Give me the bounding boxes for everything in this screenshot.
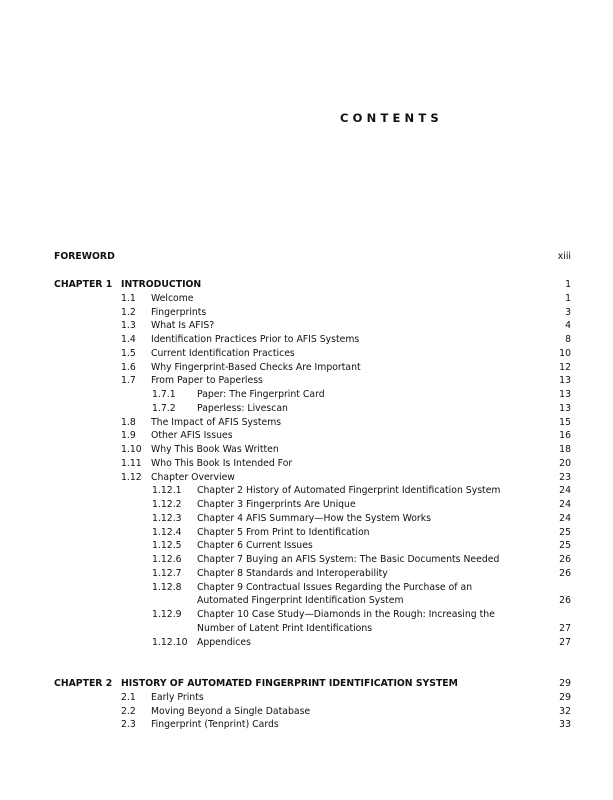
toc-chapter-heading[interactable] [0,278,613,291]
entry-number: 1.7 [121,375,136,387]
entry-number: 2.2 [121,705,136,717]
entry-page: 13 [559,402,571,414]
entry-page: 26 [559,554,571,565]
entry-number: 1.12.2 [152,499,182,510]
entry-title: Chapter 8 Standards and Interoperability [197,567,388,579]
toc-foreword[interactable] [0,250,613,263]
entry-number: 1.7.1 [152,389,176,400]
toc-entry[interactable] [0,526,613,539]
entry-number: 1.7.2 [152,402,176,414]
entry-title: Who This Book Is Intended For [151,457,293,469]
entry-page: 24 [559,499,571,510]
entry-title: Fingerprints [151,306,207,318]
toc-entry[interactable] [0,553,613,566]
toc-entry[interactable] [0,457,613,470]
entry-page: 25 [559,540,571,552]
entry-number: 1.12.8 [152,581,182,593]
entry-title: Chapter 10 Case Study—Diamonds in the Rough: Increasing the [197,609,495,620]
toc-entry[interactable] [0,347,613,360]
entry-number: 1.4 [121,334,136,345]
entry-page: 25 [559,526,571,538]
entry-number: 1.3 [121,320,136,332]
entry-number: 1.12.5 [152,540,182,552]
entry-page: 15 [559,416,571,428]
chapter-label: CHAPTER 2 [54,678,113,689]
entry-page: 26 [559,595,571,607]
entry-page: 8 [565,334,571,345]
toc-entry[interactable] [0,484,613,497]
entry-title: Paperless: Livescan [197,402,288,414]
toc-entry[interactable] [0,443,613,456]
entry-page: 27 [559,636,571,648]
entry-number: 1.12.9 [152,609,182,620]
toc-entry[interactable] [0,581,613,594]
entry-title: Chapter 7 Buying an AFIS System: The Basic Documents Needed [197,554,500,565]
entry-number: 2.3 [121,719,136,731]
entry-number: 1.10 [121,444,142,455]
entry-page: 18 [559,444,571,455]
toc-entry-continuation[interactable] [0,622,613,635]
entry-page: 16 [559,430,571,442]
entry-page: 4 [565,320,571,332]
entry-title-continued: Automated Fingerprint Identification System [197,595,404,607]
toc-entry[interactable] [0,361,613,374]
entry-title: Chapter 5 From Print to Identification [197,526,370,538]
entry-title: Welcome [151,292,194,304]
entry-number: 1.12.1 [152,485,182,497]
toc-entry[interactable] [0,471,613,484]
entry-number: 1.8 [121,416,136,428]
entry-title: Fingerprint (Tenprint) Cards [151,719,279,731]
toc-entry[interactable] [0,705,613,718]
entry-title: Chapter 3 Fingerprints Are Unique [197,499,356,510]
entry-page: 24 [559,485,571,497]
entry-number: 2.1 [121,691,136,703]
entry-title: What Is AFIS? [151,320,215,332]
toc-entry[interactable] [0,388,613,401]
entry-number: 1.12.6 [152,554,182,565]
entry-page: 13 [559,389,571,400]
chapter-label: CHAPTER 1 [54,279,113,290]
toc-entry[interactable] [0,539,613,552]
entry-title: Current Identification Practices [151,347,295,359]
entry-page: 27 [559,622,571,634]
entry-page: 29 [559,691,571,703]
toc-entry[interactable] [0,567,613,580]
toc-entry[interactable] [0,306,613,319]
entry-title: Chapter 6 Current Issues [197,540,313,552]
toc-entry[interactable] [0,416,613,429]
entry-page: 24 [559,512,571,524]
entry-number: 1.9 [121,430,136,442]
entry-title: Chapter 4 AFIS Summary—How the System Works [197,512,431,524]
entry-title: Why This Book Was Written [151,444,279,455]
entry-number: 1.12.4 [152,526,182,538]
entry-title: Chapter Overview [151,471,235,483]
entry-number: 1.5 [121,347,136,359]
entry-title: Other AFIS Issues [151,430,233,442]
toc-entry[interactable] [0,319,613,332]
entry-number: 1.12.3 [152,512,182,524]
toc-entry[interactable] [0,429,613,442]
foreword-label: FOREWORD [54,251,115,262]
entry-title: Paper: The Fingerprint Card [197,389,325,400]
entry-number: 1.6 [121,361,136,373]
toc-entry[interactable] [0,512,613,525]
toc-entry[interactable] [0,608,613,621]
entry-title: Appendices [197,636,251,648]
toc-chapter-heading[interactable] [0,677,613,690]
toc-entry-continuation[interactable] [0,594,613,607]
entry-title: Why Fingerprint-Based Checks Are Important [151,361,361,373]
entry-page: 20 [559,457,571,469]
entry-number: 1.2 [121,306,136,318]
chapter-page: 29 [559,678,571,689]
entry-title: Identification Practices Prior to AFIS Systems [151,334,360,345]
entry-title: Chapter 9 Contractual Issues Regarding the Purchase of an [197,581,473,593]
entry-page: 1 [565,292,571,304]
toc-entry[interactable] [0,636,613,649]
entry-page: 26 [559,567,571,579]
entry-title: Early Prints [151,691,204,703]
entry-title-continued: Number of Latent Print Identifications [197,622,373,634]
toc-entry[interactable] [0,333,613,346]
entry-page: 12 [559,361,571,373]
chapter-title: HISTORY OF AUTOMATED FINGERPRINT IDENTIFICATION SYSTEM [121,678,458,689]
entry-number: 1.11 [121,457,142,469]
foreword-page: xiii [557,251,571,262]
toc-entry[interactable] [0,402,613,415]
entry-page: 13 [559,375,571,387]
entry-number: 1.12.10 [152,636,188,648]
chapter-page: 1 [565,279,571,290]
entry-page: 23 [559,471,571,483]
chapter-title: INTRODUCTION [121,279,202,290]
entry-title: Chapter 2 History of Automated Fingerprint Identification System [197,485,501,497]
toc-entry[interactable] [0,691,613,704]
entry-page: 32 [559,705,571,717]
entry-page: 33 [559,719,571,731]
toc-entry[interactable] [0,718,613,731]
entry-number: 1.12 [121,471,142,483]
entry-page: 10 [559,347,571,359]
entry-number: 1.1 [121,292,136,304]
toc-entry[interactable] [0,292,613,305]
page-title: CONTENTS [340,111,443,125]
toc-entry[interactable] [0,374,613,387]
toc-entry[interactable] [0,498,613,511]
entry-number: 1.12.7 [152,567,182,579]
entry-title: Moving Beyond a Single Database [151,705,311,717]
entry-title: The Impact of AFIS Systems [151,416,282,428]
entry-page: 3 [565,306,571,318]
entry-title: From Paper to Paperless [151,375,263,387]
